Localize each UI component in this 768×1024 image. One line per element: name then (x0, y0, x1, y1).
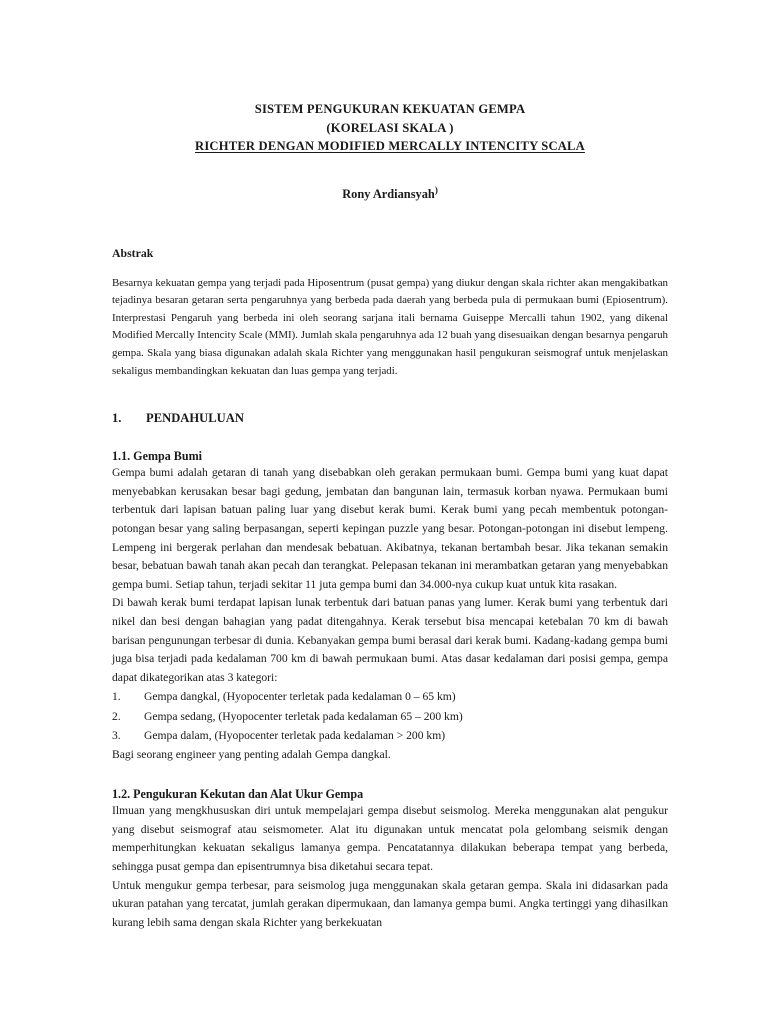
abstract-text: Besarnya kekuatan gempa yang terjadi pada Hiposentrum (pusat gempa) yang diukur dengan skala richter akan mengakibatkan tejadinya besaran getaran serta pengaruhnya yang berbeda pada daerah yang berbeda pula di permukaan bumi (Epiosentrum). Interprestasi Pengaruh yang berbeda ini oleh seorang sarjana itali bernama Guiseppe Mercalli tahun 1902, yang dikenal Modified Mercally Intencity Scale (MMI). Jumlah skala pengaruhnya ada 12 buah yang disesuaikan dengan besarnya pengaruh gempa. Skala yang biasa digunakan adalah skala Richter yang menggunakan hasil pengukuran seismograf untuk menjelaskan sekaligus membandingkan kekuatan dan luas gempa yang terjadi. (112, 276, 668, 377)
subsection-1-2-heading: 1.2. Pengukuran Kekutan dan Alat Ukur Gempa (112, 787, 364, 802)
list-item (112, 726, 668, 745)
list-item-marker: 3. (112, 729, 121, 743)
list-item-text: Gempa sedang, (Hyopocenter terletak pada kedalaman 65 – 200 km) (144, 709, 463, 723)
title-line-3: RICHTER DENGAN MODIFIED MERCALLY INTENCITY SCALA (195, 139, 585, 153)
section-1-title: PENDAHULUAN (146, 411, 244, 426)
list-item-marker: 2. (112, 709, 121, 723)
subsection-1-1-paragraph-2: Di bawah kerak bumi terdapat lapisan lunak terbentuk dari batuan panas yang lumer. Kerak bumi yang terbentuk dari nikel dan besi dengan bahagian yang padat ditengahnya. Kerak tersebut bisa mencapai ketebalan 70 km di bawah barisan pengunungan terbesar di dunia. Kebanyakan gempa bumi berasal dari kerak bumi. Kadang-kadang gempa bumi juga bisa terjadi pada kedalaman 700 km di bawah permukaan bumi. Atas dasar kedalaman dari posisi gempa, gempa dapat dikategorikan atas 3 kategori: (112, 596, 668, 684)
title-line-1: SISTEM PENGUKURAN KEKUATAN GEMPA (254, 102, 526, 116)
document-title-block (112, 100, 668, 156)
abstract-heading: Abstrak (112, 245, 154, 260)
title-line-2: (KORELASI SKALA ) (326, 120, 454, 135)
subsection-1-1-heading: 1.1. Gempa Bumi (112, 449, 203, 464)
list-item (112, 687, 668, 706)
author-line (112, 182, 668, 202)
document-content (112, 100, 668, 932)
subsection-1-1-paragraph-3: Bagi seorang engineer yang penting adalah Gempa dangkal. (112, 747, 391, 761)
earthquake-depth-list (112, 687, 668, 745)
author-name: Rony Ardiansyah (342, 186, 435, 201)
list-item-marker: 1. (112, 690, 121, 704)
subsection-1-2-paragraph-1: Ilmuan yang mengkhususkan diri untuk mempelajari gempa disebut seismolog. Mereka menggunakan alat pengukur yang disebut seismograf atau seismometer. Alat itu digunakan untuk mencatat pola gelombang seismik dengan memperhitungkan kekuatan sekaligus lamanya gempa. Pencatatannya dilakukan beberapa tempat yang berbeda, sehingga pusat gempa dan episentrumnya bisa diketahui secara tepat. (112, 804, 668, 873)
list-item (112, 707, 668, 726)
list-item-text: Gempa dangkal, (Hyopocenter terletak pada kedalaman 0 – 65 km) (144, 690, 456, 704)
section-1-heading (112, 410, 668, 426)
subsection-1-2-paragraph-2: Untuk mengukur gempa terbesar, para seismolog juga menggunakan skala getaran gempa. Skala ini didasarkan pada ukuran patahan yang tercatat, jumlah gerakan dipermukaan, dan lamanya gempa bumi. Angka tertinggi yang dihasilkan kurang lebih sama dengan skala Richter yang berkekuatan (112, 878, 668, 929)
list-item-text: Gempa dalam, (Hyopocenter terletak pada kedalaman > 200 km) (144, 729, 446, 743)
subsection-1-1-paragraph-1: Gempa bumi adalah getaran di tanah yang disebabkan oleh gerakan permukaan bumi. Gempa bumi yang kuat dapat menyebabkan kerusakan besar bagi gedung, jembatan dan bangunan lain, termasuk korban nyawa. Permukaan bumi terbentuk dari lapisan batuan paling luar yang disebut kerak bumi. Kerak bumi yang pecah membentuk potongan-potongan besar yang saling berpasangan, seperti kepingan puzzle yang besar. Potongan-potongan ini disebut lempeng. Lempeng ini bergerak perlahan dan mendesak bebatuan. Akibatnya, tekanan bertambah besar. Jika tekanan semakin besar, bebatuan bawah tanah akan pecah dan terangkat. Pelepasan tekanan ini merambatkan getaran yang menyebabkan gempa bumi. Setiap tahun, terjadi sekitar 11 juta gempa bumi dan 34.000-nya cukup kuat untuk kita rasakan. (112, 466, 668, 591)
author-footnote-marker: ) (434, 184, 438, 195)
section-1-number: 1. (112, 411, 122, 426)
